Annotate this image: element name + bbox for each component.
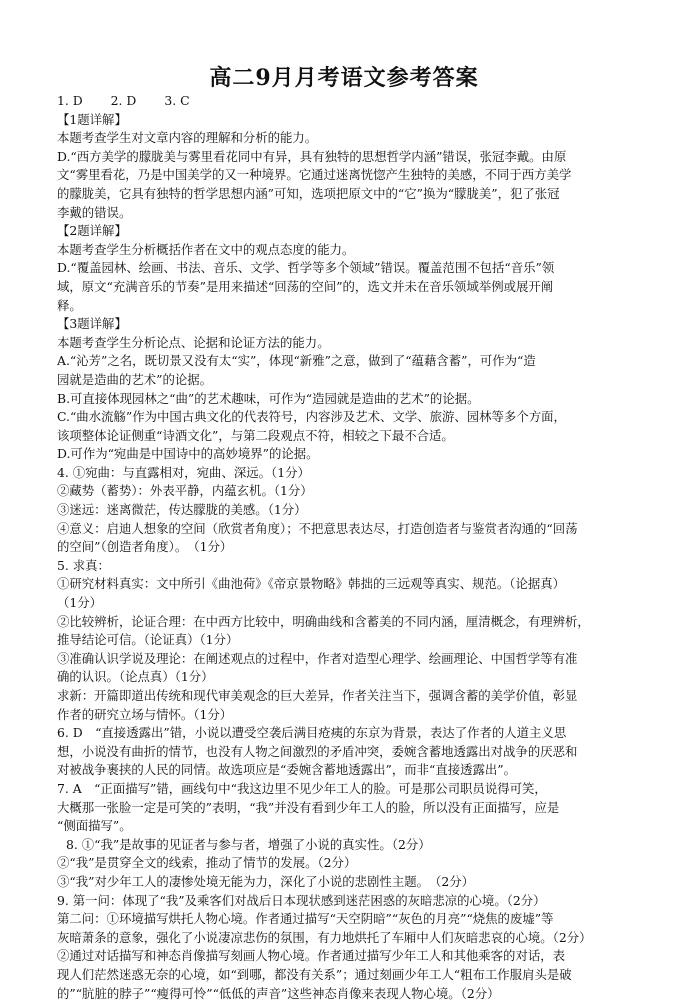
text-line: ②比较辨析，论证合理：在中西方比较中，明确曲线和含蓄美的不同内涵，厘清概念，有理辨析， [57,613,649,632]
multiple-choice-answers [57,92,649,111]
text-line: 的空间”（创造者角度）。 （1分） [57,538,649,557]
text-line: D.“覆盖园林、绘画、书法、音乐、文学、哲学等多个领域”错误。覆盖范围不包括“音乐”领 [57,259,649,278]
answer-1: 1. D [57,92,83,111]
text-line: 想，小说没有曲折的情节，也没有人物之间激烈的矛盾冲突，委婉含蓄地透露出对战争的厌恶和 [57,743,649,762]
text-line: 释。 [57,297,649,316]
text-line: 园就是造曲的艺术”的论据。 [57,371,649,390]
text-line: 对被战争裹挟的人民的同情。故选项应是“委婉含蓄地透露出”，而非“直接透露出”。 [57,761,649,780]
text-line: 第二问：①环境描写烘托人物心境。作者通过描写“天空阴暗”“灰色的月亮”“烧焦的废墟”等 [57,910,649,929]
text-line: ④意义：启迪人想象的空间（欣赏者角度）；不把意思表达尽，打造创造者与鉴赏者沟通的“回荡 [57,520,649,539]
text-line: ②“我”是贯穿全文的线索，推动了情节的发展。（2分） [57,854,649,873]
answer-text-lines [57,111,649,1003]
text-line: 文“雾里看花，乃是中国美学的又一种境界。它通过迷离恍惚产生独特的美感，不同于西方美学 [57,166,649,185]
text-line: 域，原文“充满音乐的节奏”是用来描述“回荡的空间”的，选文并未在音乐领域举例或展开阐 [57,278,649,297]
text-line: “侧面描写”。 [57,817,649,836]
text-line: 8. ①“我”是故事的见证者与参与者，增强了小说的真实性。（2分） [57,836,649,855]
text-line: 4. ①宛曲：与直露相对，宛曲、深远。（1分） [57,464,649,483]
text-line: B.可直接体现园林之“曲”的艺术趣味，可作为“造园就是造曲的艺术”的论据。 [57,390,649,409]
text-line: 现人们茫然迷惑无奈的心境，如“到哪，都没有关系”；通过刻画少年工人“粗布工作服肩头是破 [57,966,649,985]
answer-3: 3. C [164,92,189,111]
text-line: ③准确认识学说及理论：在阐述观点的过程中，作者对造型心理学、绘画理论、中国哲学等有准 [57,650,649,669]
document-body [57,92,649,1003]
text-line: 9. 第一问：体现了“我”及乘客们对战后日本现状感到迷茫困惑的灰暗悲凉的心境。（2分） [57,892,649,911]
text-line: 【2题详解】 [57,222,649,241]
document-title: 高二9月月考语文参考答案 [0,64,688,92]
text-line: ③迷远：迷离微茫，传达朦胧的美感。（1分） [57,501,649,520]
text-line: （1分） [57,594,649,613]
text-line: ①研究材料真实：文中所引《曲池荷》《帝京景物略》韩拙的三远观等真实、规范。（论据真） [57,575,649,594]
text-line: 大概那一张脸一定是可笑的”表明，“我”并没有看到少年工人的脸，所以没有正面描写，应是 [57,799,649,818]
text-line: ③“我”对少年工人的凄惨处境无能为力，深化了小说的悲剧性主题。 （2分） [57,873,649,892]
text-line: 的朦胧美，它具有独特的哲学思想内涵”可知，选项把原文中的“它”换为“朦胧美”，犯了张冠 [57,185,649,204]
text-line: 【1题详解】 [57,111,649,130]
text-line: 6. D “直接透露出”错，小说以遭受空袭后满目疮痍的东京为背景，表达了作者的人道主义思 [57,724,649,743]
text-line: 本题考查学生对文章内容的理解和分析的能力。 [57,129,649,148]
text-line: 5. 求真： [57,557,649,576]
text-line: D.可作为“宛曲是中国诗中的高妙境界”的论据。 [57,445,649,464]
text-line: 推导结论可信。（论证真）（1分） [57,631,649,650]
text-line: 该项整体论证侧重“诗酒文化”，与第二段观点不符，相较之下最不合适。 [57,427,649,446]
text-line: ②藏势（蓄势）：外表平静，内蕴玄机。（1分） [57,482,649,501]
text-line: 灰暗萧条的意象，强化了小说凄凉悲伤的氛围，有力地烘托了车厢中人们灰暗悲哀的心境。（2分） [57,929,649,948]
text-line: 求新：开篇即道出传统和现代审美观念的巨大差异，作者关注当下，强调含蓄的美学价值，彰显 [57,687,649,706]
text-line: ②通过对话描写和神态肖像描写刻画人物心境。作者通过描写少年工人和其他乘客的对话，表 [57,947,649,966]
text-line: A.“沁芳”之名，既切景又没有太“实”，体现“新雅”之意，做到了“蕴藉含蓄”，可作为“造 [57,352,649,371]
text-line: 作者的研究立场与情怀。（1分） [57,706,649,725]
text-line: 本题考查学生分析概括作者在文中的观点态度的能力。 [57,241,649,260]
text-line: 7. A “正面描写”错，画线句中“我这边里不见少年工人的脸。可是那公司职员说得可笑， [57,780,649,799]
text-line: 确的认识。（论点真）（1分） [57,668,649,687]
text-line: 李戴的错误。 [57,204,649,223]
text-line: 本题考查学生分析论点、论据和论证方法的能力。 [57,334,649,353]
text-line: 的”“肮脏的脖子”“瘦得可怜”“低低的声音”这些神态肖像来表现人物心境。（2分） [57,985,649,1003]
text-line: D.“西方美学的朦胧美与雾里看花同中有异，具有独特的思想哲学内涵”错误，张冠李戴。由原 [57,148,649,167]
answer-2: 2. D [111,92,137,111]
text-line: C.“曲水流觞”作为中国古典文化的代表符号，内容涉及艺术、文学、旅游、园林等多个方面， [57,408,649,427]
text-line: 【3题详解】 [57,315,649,334]
